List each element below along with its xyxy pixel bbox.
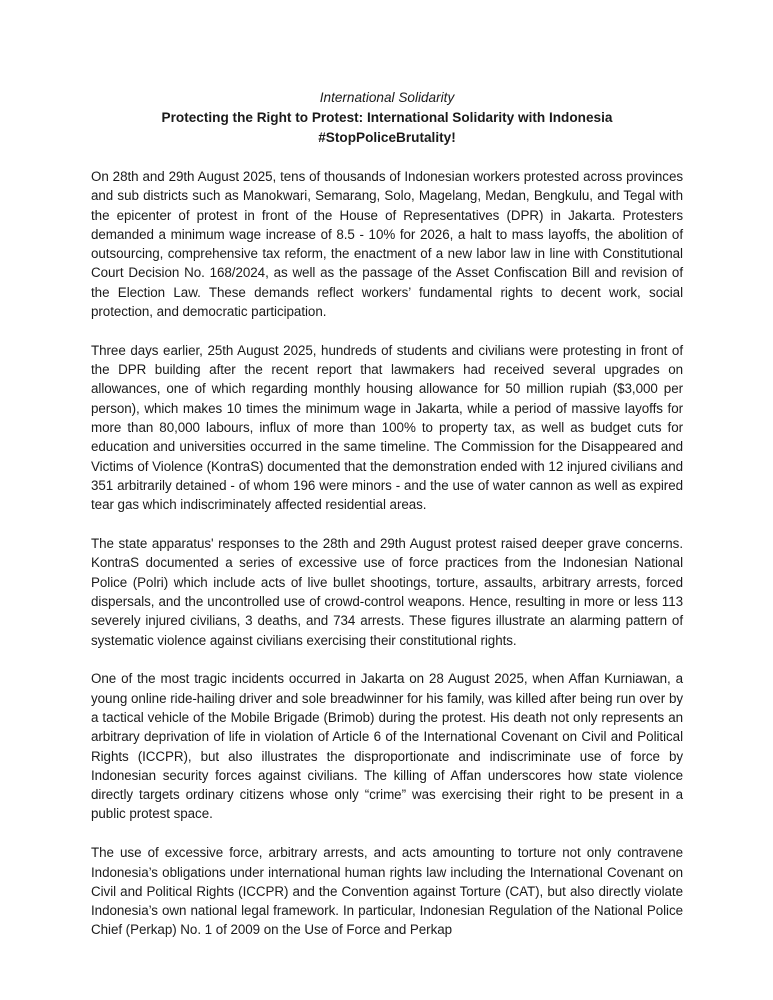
document-page bbox=[91, 88, 683, 959]
document-title: Protecting the Right to Protest: International Solidarity with Indonesia bbox=[161, 110, 613, 125]
paragraph-tragic-incident: One of the most tragic incidents occurred in Jakarta on 28 August 2025, when Affan Kurniawan, a young online ride-hailing driver and sole breadwinner for his family, was killed after being run over by a tactical vehicle of the Mobile Brigade (Brimob) during the protest. His death not only represents an arbitrary deprivation of life in violation of Article 6 of the International Covenant on Civil and Political Rights (ICCPR), but also illustrates the disproportionate and indiscriminate use of force by Indonesian security forces against civilians. The killing of Affan underscores how state violence directly targets ordinary citizens whose only “crime” was exercising their right to be present in a public protest space. bbox=[91, 671, 683, 822]
paragraph-legal-violations: The use of excessive force, arbitrary arrests, and acts amounting to torture not only contravene Indonesia’s obligations under international human rights law including the International Covenant on Civil and Political Rights (ICCPR) and the Convention against Torture (CAT), but also directly violate Indonesia’s own national legal framework. In particular, Indonesian Regulation of the National Police Chief (Perkap) No. 1 of 2009 on the Use of Force and Perkap bbox=[91, 845, 683, 938]
paragraph-protests-overview: On 28th and 29th August 2025, tens of thousands of Indonesian workers protested across provinces and sub districts such as Manokwari, Semarang, Solo, Magelang, Medan, Bengkulu, and Tegal with the epicenter of protest in front of the House of Representatives (DPR) in Jakarta. Protesters demanded a minimum wage increase of 8.5 - 10% for 2026, a halt to mass layoffs, the abolition of outsourcing, comprehensive tax reform, the enactment of a new labor law in line with Constitutional Court Decision No. 168/2024, as well as the passage of the Asset Confiscation Bill and revision of the Election Law. These demands reflect workers’ fundamental rights to decent work, social protection, and democratic participation. bbox=[91, 169, 683, 320]
document-hashtag: #StopPoliceBrutality! bbox=[318, 129, 456, 145]
document-kicker: International Solidarity bbox=[319, 90, 455, 105]
paragraph-earlier-protest: Three days earlier, 25th August 2025, hundreds of students and civilians were protesting in front of the DPR building after the recent report that lawmakers had received several upgrades on allowances, one of which regarding monthly housing allowance for 50 million rupiah ($3,000 per person), which makes 10 times the minimum wage in Jakarta, while a period of massive layoffs for more than 80,000 labours, influx of more than 100% to property tax, as well as budget cuts for education and universities occurred in the same timeline. The Commission for the Disappeared and Victims of Violence (KontraS) documented that the demonstration ended with 12 injured civilians and 351 arbitrarily detained - of whom 196 were minors - and the use of water cannon as well as expired tear gas which indiscriminately affected residential areas. bbox=[91, 342, 683, 513]
paragraph-state-response: The state apparatus' responses to the 28th and 29th August protest raised deeper grave concerns. KontraS documented a series of excessive use of force practices from the Indonesian National Police (Polri) which include acts of live bullet shootings, torture, assaults, arbitrary arrests, forced dispersals, and the uncontrolled use of crowd-control weapons. Hence, resulting in more or less 113 severely injured civilians, 3 deaths, and 734 arrests. These figures illustrate an alarming pattern of systematic violence against civilians exercising their constitutional rights. bbox=[91, 536, 683, 648]
